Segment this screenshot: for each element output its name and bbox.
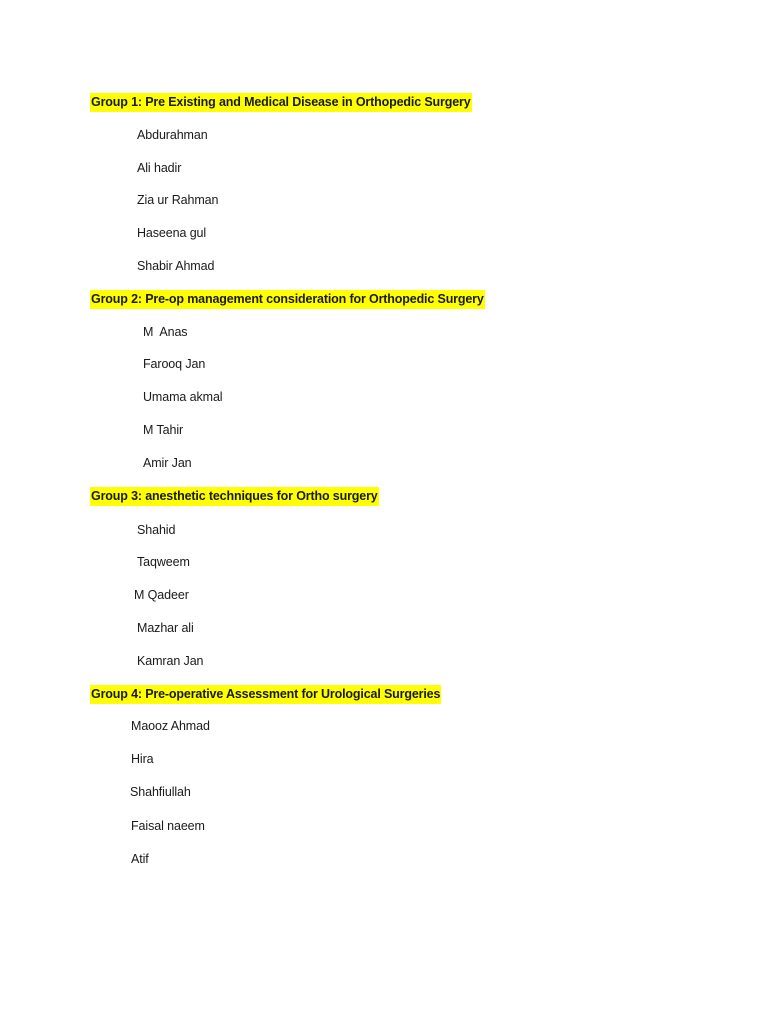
group-3-member-2: Taqweem [137, 555, 190, 569]
group-3-member-5: Kamran Jan [137, 654, 204, 668]
group-3-member-3: M Qadeer [134, 588, 189, 602]
group-4-member-1: Maooz Ahmad [131, 719, 210, 733]
group-1-member-1: Abdurahman [137, 128, 208, 142]
group-4-member-3: Shahfiullah [130, 785, 191, 799]
group-2-member-1: M Anas [143, 325, 188, 339]
group-2-member-4: M Tahir [143, 423, 184, 437]
group-1-member-5: Shabir Ahmad [137, 259, 215, 273]
group-3-heading: Group 3: anesthetic techniques for Ortho surgery [90, 487, 379, 506]
group-2-member-2: Farooq Jan [143, 357, 206, 371]
group-4-member-4: Faisal naeem [131, 819, 205, 833]
group-1-member-3: Zia ur Rahman [137, 193, 219, 207]
group-2-heading: Group 2: Pre-op management consideration for Orthopedic Surgery [90, 290, 485, 309]
group-1-heading: Group 1: Pre Existing and Medical Disease in Orthopedic Surgery [90, 93, 472, 112]
group-4-member-2: Hira [131, 752, 154, 766]
group-2-member-3: Umama akmal [143, 390, 223, 404]
group-3-member-4: Mazhar ali [137, 621, 194, 635]
group-1-member-2: Ali hadir [137, 161, 182, 175]
group-3-member-1: Shahid [137, 523, 176, 537]
group-4-heading: Group 4: Pre-operative Assessment for Urological Surgeries [90, 685, 441, 704]
group-1-member-4: Haseena gul [137, 226, 207, 240]
group-4-member-5: Atif [131, 852, 149, 866]
group-2-member-5: Amir Jan [143, 456, 192, 470]
